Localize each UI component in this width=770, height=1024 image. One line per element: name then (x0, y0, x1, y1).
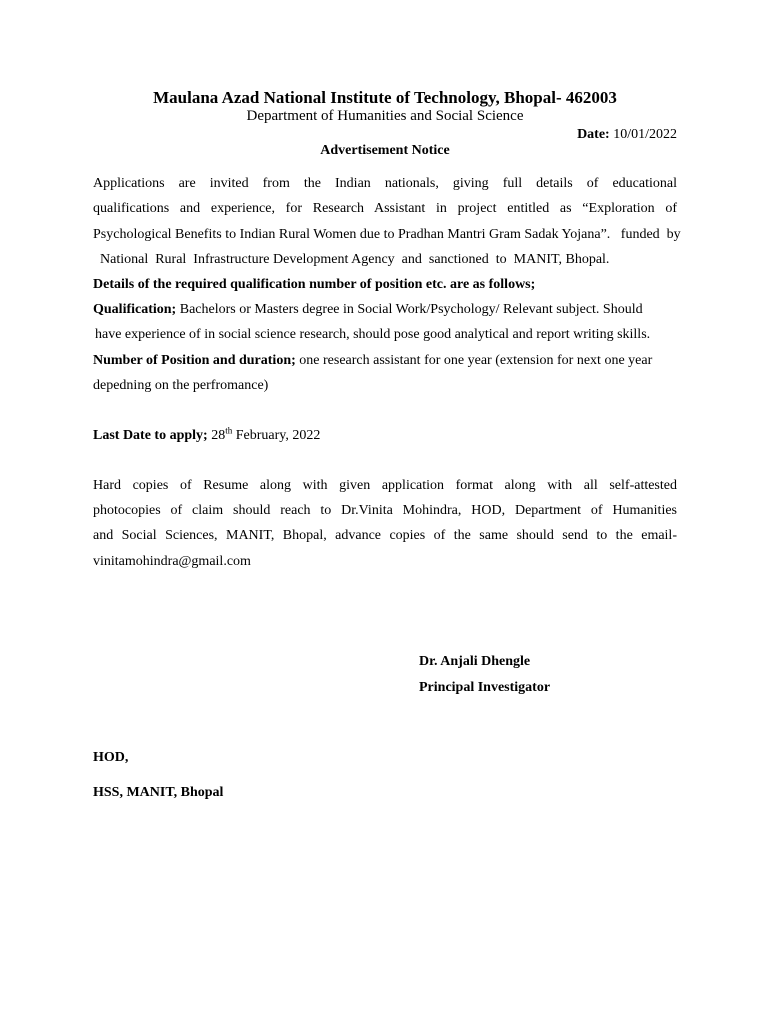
qualification-line-2: have experience of in social science research, should pose good analytical and report writing skills. (95, 327, 651, 342)
hardcopy-line-2: photocopies of claim should reach to Dr.Vinita Mohindra, HOD, Department of Humanities (93, 503, 677, 518)
intro-line-1: Applications are invited from the Indian nationals, giving full details of educational (93, 176, 677, 191)
hardcopy-line-1: Hard copies of Resume along with given application format along with all self-attested (93, 478, 677, 493)
hardcopy-line-3: and Social Sciences, MANIT, Bhopal, advance copies of the same should send to the email- (93, 528, 677, 543)
last-date-sup: th (225, 425, 233, 436)
notice-date (577, 127, 677, 143)
signatory-name: Dr. Anjali Dhengle (419, 654, 531, 669)
date-value: 10/01/2022 (613, 127, 677, 142)
positions-label: Number of Position and duration; (93, 353, 296, 368)
last-date-line (93, 425, 321, 444)
intro-line-2: qualifications and experience, for Research Assistant in project entitled as “Exploration of (93, 201, 677, 216)
qualification-line-1 (93, 302, 725, 318)
contact-email: vinitamohindra@gmail.com (93, 554, 251, 569)
last-date-rest: February, 2022 (232, 428, 321, 443)
notice-title: Advertisement Notice (320, 143, 450, 158)
positions-line-1 (93, 353, 652, 369)
last-date-label: Last Date to apply; (93, 428, 208, 443)
positions-text-1: one research assistant for one year (extension for next one year (295, 353, 653, 368)
hod-line-2: HSS, MANIT, Bhopal (93, 785, 224, 800)
qualification-text-1: Bachelors or Masters degree in Social Work/Psychology/ Relevant subject. Should (176, 302, 643, 317)
positions-line-2: depedning on the perfromance) (93, 378, 269, 393)
qualification-label: Qualification; (93, 302, 177, 317)
institute-title: Maulana Azad National Institute of Technology, Bhopal- 462003 (153, 88, 617, 107)
date-label: Date: (577, 127, 610, 142)
intro-line-3: Psychological Benefits to Indian Rural Women due to Pradhan Mantri Gram Sadak Yojana”. funded by (93, 227, 681, 242)
last-date-day: 28 (207, 428, 226, 443)
details-heading: Details of the required qualification number of position etc. are as follows; (93, 277, 536, 292)
intro-line-4: National Rural Infrastructure Development Agency and sanctioned to MANIT, Bhopal. (100, 252, 610, 267)
hod-line-1: HOD, (93, 750, 129, 765)
signatory-role: Principal Investigator (419, 680, 551, 695)
department-name: Department of Humanities and Social Science (246, 108, 524, 124)
